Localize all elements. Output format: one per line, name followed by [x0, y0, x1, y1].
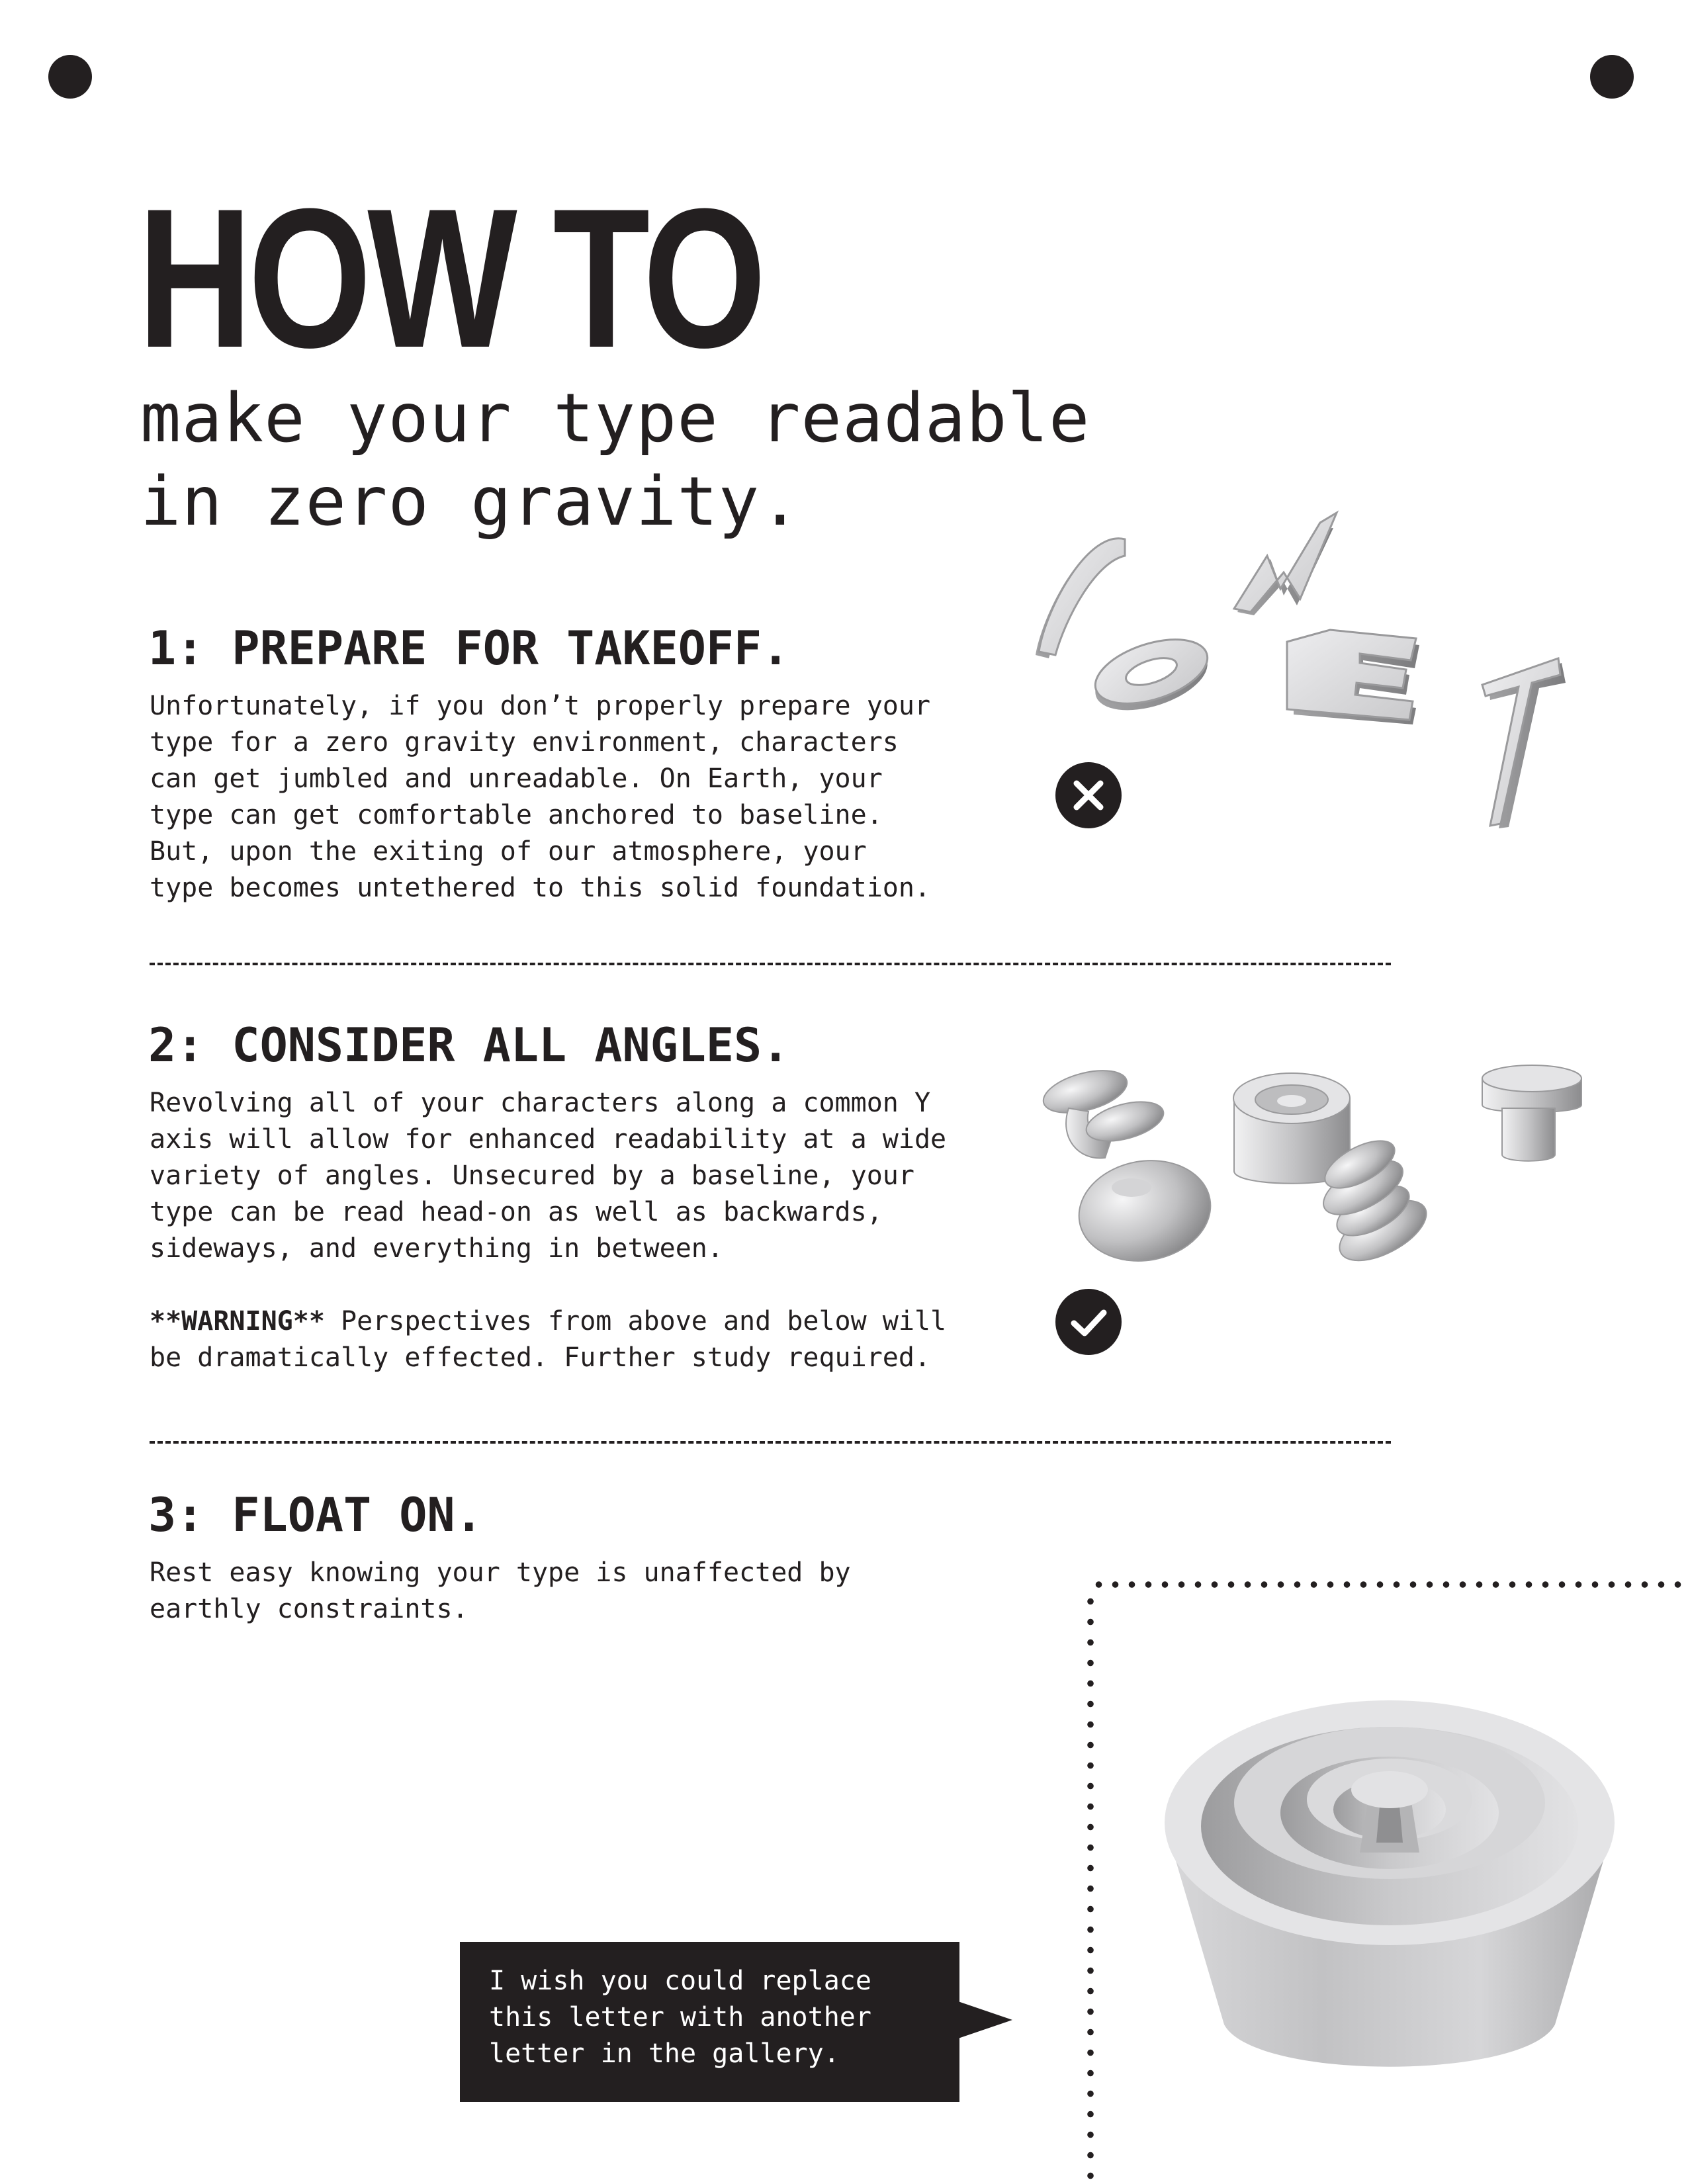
step-1-heading: 1: PREPARE FOR TAKEOFF.: [148, 621, 790, 676]
step-3-heading: 3: FLOAT ON.: [148, 1488, 483, 1542]
dotted-frame-left: [1087, 1591, 1094, 2184]
step-2-warning: [150, 1303, 970, 1376]
revolved-s-shape: [1039, 1063, 1168, 1158]
speech-bubble-text: I wish you could replace this letter with another letter in the gallery.: [489, 1966, 871, 2069]
page-title: HOW TO: [138, 167, 762, 389]
step-2-body: Revolving all of your characters along a common Y axis will allow for enhanced readability at a wide variety of angles. Unsecured by a baseline, your type can be read head-on as well as backwards, sideways, and everything in between.: [150, 1088, 947, 1264]
letter-c-shape: [1036, 539, 1125, 658]
speech-bubble: [460, 1942, 959, 2102]
letter-m-shape: [1234, 513, 1337, 615]
check-icon: [1055, 1289, 1122, 1355]
section-divider-2: [150, 1441, 1391, 1444]
section-divider-1: [150, 963, 1391, 965]
punch-hole-left: [48, 55, 92, 99]
warning-text: Perspectives from above and below will be dramatically effected. Further study required.: [150, 1306, 947, 1373]
speech-bubble-tail: [958, 2001, 1012, 2038]
revolved-o-shape: [1071, 1151, 1218, 1270]
subtitle-line-2: in zero gravity.: [140, 462, 801, 541]
dotted-frame-top: [1090, 1581, 1688, 1588]
step-3-body: Rest easy knowing your type is unaffected by earthly constraints.: [150, 1557, 851, 1624]
revolved-letter-illustration: [1161, 1690, 1618, 2087]
letter-e-shape: [1287, 630, 1419, 724]
letter-o-shape: [1087, 627, 1215, 722]
warning-label: **WARNING**: [150, 1306, 325, 1336]
step-2-heading: 2: CONSIDER ALL ANGLES.: [148, 1018, 790, 1072]
punch-hole-right: [1590, 55, 1634, 99]
page-subtitle: [140, 377, 1090, 544]
step-1-body: Unfortunately, if you don’t properly prepare your type for a zero gravity environment, characters can get jumbled and unreadable. On Earth, your type can get comfortable anchored to baseline. But, upon the exiting of our atmosphere, your type becomes untethered to this solid foundation.: [150, 691, 931, 903]
revolved-letters-illustration: [1032, 1045, 1595, 1270]
jumbled-letters-illustration: [1019, 490, 1601, 834]
subtitle-line-1: make your type readable: [140, 379, 1090, 458]
revolved-t-shape: [1482, 1065, 1581, 1161]
letter-t-shape: [1482, 658, 1566, 828]
